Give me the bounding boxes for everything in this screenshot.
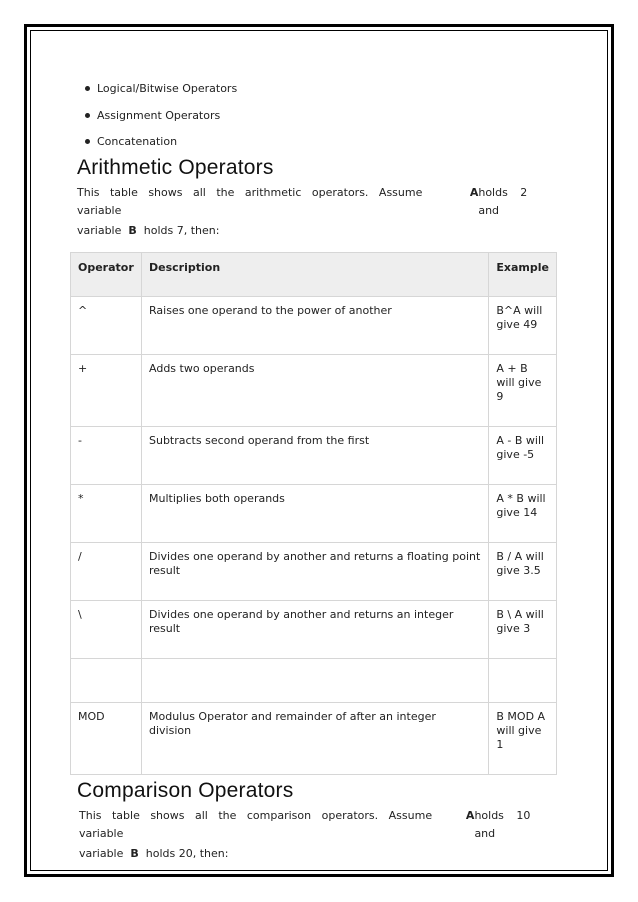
operator-type-list [77,80,559,160]
column-header-operator: Operator [71,252,142,296]
bullet-icon [85,113,90,118]
bullet-icon [85,139,90,144]
table-row: - Subtracts second operand from the first A - B will give -5 [71,426,557,484]
table-header-row [71,252,557,296]
section-heading-comparison: Comparison Operators [77,778,294,802]
table-row: * Multiplies both operands A * B will give 14 [71,484,557,542]
table-row: + Adds two operands A + B will give 9 [71,354,557,426]
table-row [71,658,557,702]
column-header-description: Description [142,252,489,296]
section-heading-arithmetic: Arithmetic Operators [77,155,274,179]
arithmetic-intro: This table shows all the arithmetic operators. Assume variable A holds 2 and variable B holds 7, then: [77,185,528,237]
column-header-example: Example [489,252,557,296]
arithmetic-operators-table [70,252,557,775]
table-row: / Divides one operand by another and returns a floating point result B / A will give 3.5 [71,542,557,600]
document-content [77,80,559,863]
comparison-intro: This table shows all the comparison operators. Assume variable A holds 10 and variable B holds 20, then: [79,808,531,860]
table-row: MOD Modulus Operator and remainder of after an integer division B MOD A will give 1 [71,702,557,774]
table-row: \ Divides one operand by another and returns an integer result B \ A will give 3 [71,600,557,658]
table-row: ^ Raises one operand to the power of another B^A will give 49 [71,296,557,354]
list-item: Assignment Operators [97,107,559,134]
list-item: Concatenation [97,133,559,160]
bullet-icon [85,86,90,91]
list-item: Logical/Bitwise Operators [97,80,559,107]
